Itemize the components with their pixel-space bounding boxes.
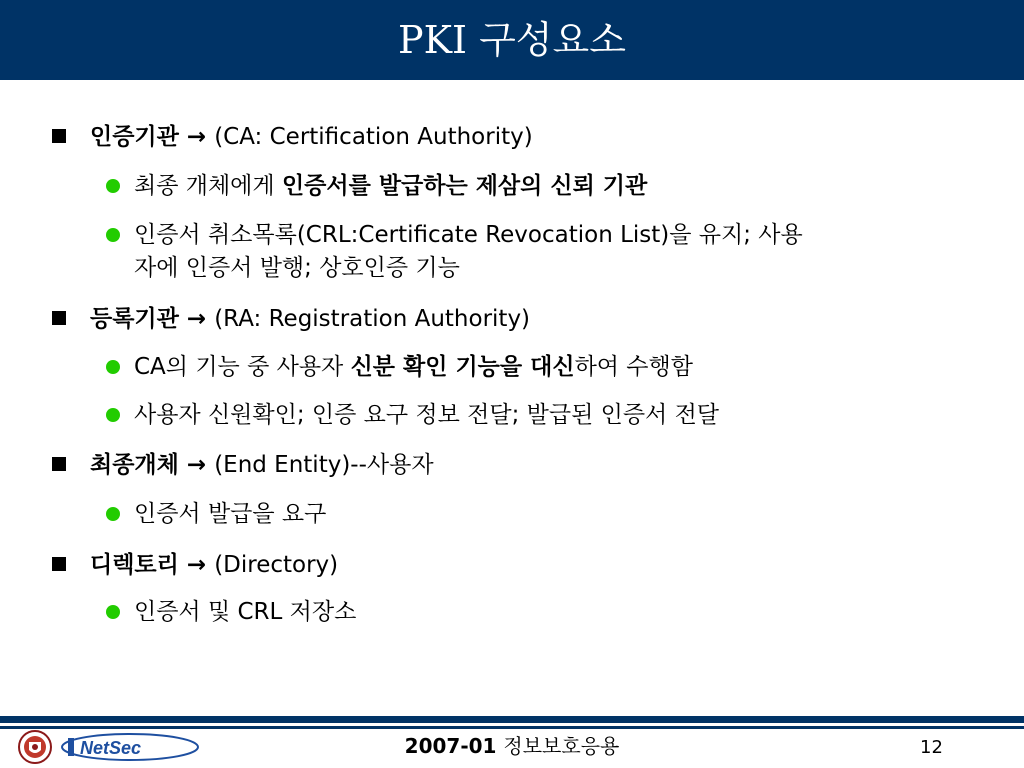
sub-text: 하여 수행함 — [574, 354, 693, 380]
course-name: 정보보호응용 — [503, 734, 620, 758]
arrow-right-icon: → — [186, 452, 207, 478]
sub-text: CA의 기능 중 사용자 — [134, 354, 351, 380]
footer-divider — [0, 716, 1024, 723]
item-desc: (CA: Certification Authority) — [214, 124, 533, 150]
bullet-item-end-entity — [90, 450, 434, 480]
footer-divider-thin — [0, 726, 1024, 729]
square-bullet-icon — [52, 311, 66, 325]
logo-text: NetSec — [80, 738, 142, 758]
item-label: 인증기관 — [90, 124, 179, 150]
square-bullet-icon — [52, 129, 66, 143]
green-dot-bullet-icon — [106, 507, 120, 521]
item-label: 등록기관 — [90, 306, 179, 332]
green-dot-bullet-icon — [106, 360, 120, 374]
sub-item-ca-1 — [134, 171, 647, 201]
bullet-item-directory — [90, 550, 338, 580]
green-dot-bullet-icon — [106, 605, 120, 619]
sub-item-ra-2: 사용자 신원확인; 인증 요구 정보 전달; 발급된 인증서 전달 — [134, 402, 720, 428]
arrow-right-icon: → — [186, 306, 207, 332]
arrow-right-icon: → — [186, 124, 207, 150]
item-label: 디렉토리 — [90, 552, 179, 578]
sub-item-ca-2-line1: 인증서 취소목록(CRL:Certificate Revocation List)을 유지; 사용 — [134, 222, 803, 248]
item-desc: (Directory) — [214, 552, 339, 578]
sub-text-bold: 인증서를 발급하는 제삼의 신뢰 기관 — [281, 173, 648, 199]
page-number: 12 — [920, 737, 943, 758]
sub-text-bold: 신분 확인 기능을 대신 — [350, 354, 575, 380]
course-code: 2007-01 — [404, 734, 497, 758]
footer-course — [0, 733, 1024, 759]
sub-item-dir-1: 인증서 및 CRL 저장소 — [134, 599, 357, 625]
item-desc: (RA: Registration Authority) — [214, 306, 531, 332]
bullet-item-ra — [90, 304, 530, 334]
green-dot-bullet-icon — [106, 179, 120, 193]
green-dot-bullet-icon — [106, 228, 120, 242]
item-desc: (End Entity)--사용자 — [214, 452, 434, 478]
bullet-item-ca — [90, 122, 533, 152]
arrow-right-icon: → — [186, 552, 207, 578]
slide-title: PKI 구성요소 — [398, 18, 626, 62]
sub-item-ra-1 — [134, 352, 693, 382]
green-dot-bullet-icon — [106, 408, 120, 422]
square-bullet-icon — [52, 457, 66, 471]
square-bullet-icon — [52, 557, 66, 571]
sub-text: 최종 개체에게 — [134, 173, 282, 199]
item-label: 최종개체 — [90, 452, 179, 478]
sub-item-ee-1: 인증서 발급을 요구 — [134, 501, 327, 527]
sub-item-ca-2-line2: 자에 인증서 발행; 상호인증 기능 — [134, 255, 460, 281]
